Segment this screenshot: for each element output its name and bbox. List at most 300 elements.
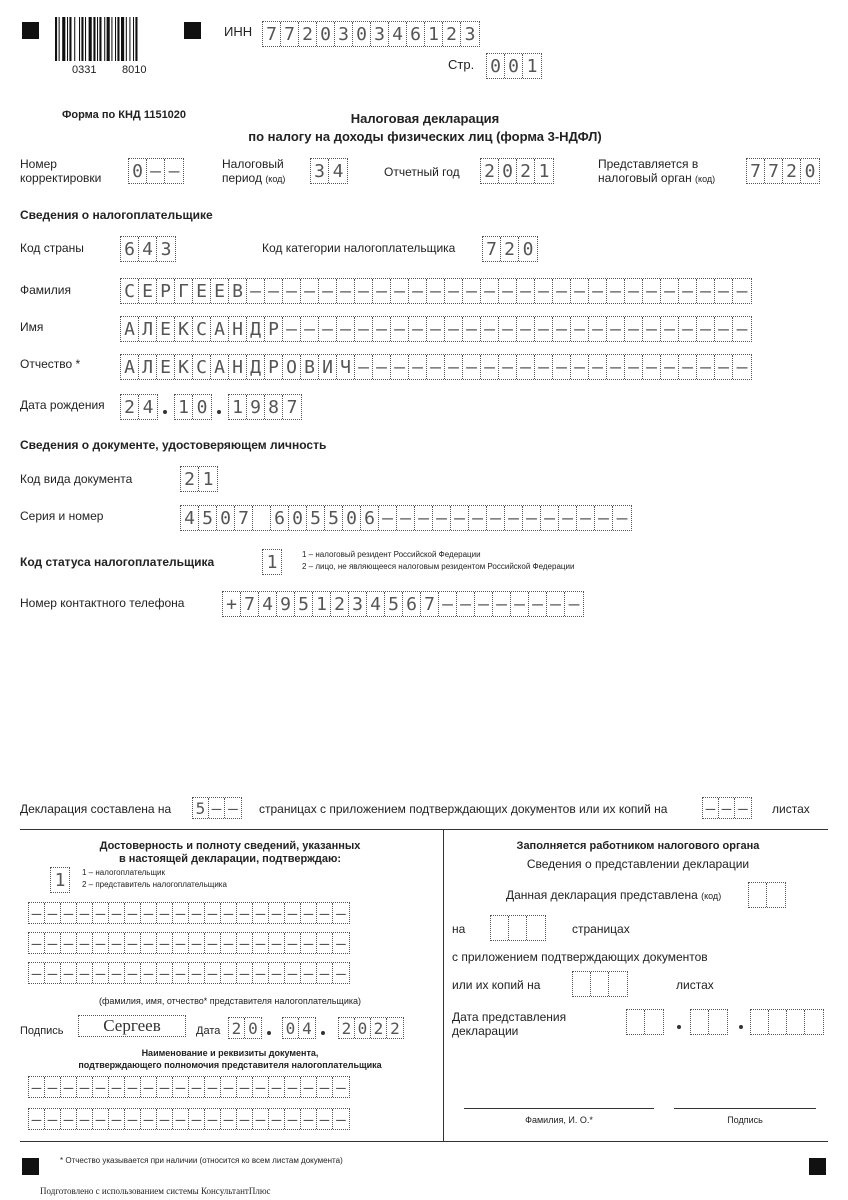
form-cell: –: [445, 317, 463, 341]
official-pages-label: страницах: [572, 922, 630, 936]
organ-label: Представляется в налоговый орган (код): [598, 157, 716, 185]
form-cell: С: [193, 355, 211, 379]
pages-count-cells[interactable]: [192, 797, 242, 819]
form-cell: –: [247, 279, 265, 303]
form-cell: –: [553, 317, 571, 341]
confirm-cells[interactable]: [50, 867, 70, 893]
form-cell: 2: [371, 1018, 387, 1038]
form-cell: –: [661, 317, 679, 341]
form-cell: 0: [353, 22, 371, 46]
representative-row-2[interactable]: [28, 932, 350, 954]
form-cell: 5: [385, 592, 403, 616]
form-cell: –: [205, 903, 221, 923]
barcode-bar: [89, 17, 92, 61]
form-cell: –: [697, 317, 715, 341]
form-cell: 2: [339, 1018, 355, 1038]
patronymic-cells[interactable]: [120, 354, 752, 380]
form-cell: –: [736, 280, 748, 302]
official-fio-line: [464, 1108, 654, 1109]
status-option1: 1 – налоговый резидент Российской Федерации: [302, 550, 481, 559]
form-cell: –: [189, 1077, 205, 1097]
title-line2: по налогу на доходы физических лиц (форма 3-НДФЛ): [248, 129, 602, 144]
form-cell: –: [301, 1109, 317, 1129]
form-cell: 6: [121, 237, 139, 261]
form-cell: 7: [241, 592, 259, 616]
form-cell: 0: [487, 54, 505, 78]
form-cell: –: [661, 279, 679, 303]
form-cell: О: [283, 355, 301, 379]
form-cell: –: [93, 1077, 109, 1097]
form-cell: 3: [335, 22, 353, 46]
form-cell: 0: [289, 506, 307, 530]
form-cell: –: [317, 1077, 333, 1097]
form-cell: 0: [505, 54, 523, 78]
form-cell: –: [553, 279, 571, 303]
form-cell: Р: [265, 317, 283, 341]
form-cell: Ч: [337, 355, 355, 379]
form-cell: Е: [157, 355, 175, 379]
form-cell: 4: [302, 1018, 312, 1038]
birth-month-cells[interactable]: [174, 394, 212, 420]
form-cell: +: [223, 592, 241, 616]
form-cell: –: [487, 506, 505, 530]
form-cell: 2: [181, 467, 199, 491]
form-cell: –: [703, 798, 719, 818]
document-number-cells[interactable]: [180, 505, 632, 531]
official-date-day[interactable]: [626, 1009, 664, 1035]
barcode-bar: [93, 17, 95, 61]
form-cell: –: [93, 963, 109, 983]
form-cell: –: [679, 317, 697, 341]
confirm-date-year[interactable]: [338, 1017, 404, 1039]
corner-mark-bottom-left: [22, 1158, 39, 1175]
document-type-cells[interactable]: [180, 466, 218, 492]
form-cell: –: [373, 355, 391, 379]
form-cell: –: [409, 317, 427, 341]
form-cell: –: [141, 1109, 157, 1129]
form-cell: –: [355, 317, 373, 341]
period-label: Налоговый период (код): [222, 157, 286, 185]
form-cell: –: [125, 963, 141, 983]
form-cell: –: [523, 506, 541, 530]
form-cell: [573, 972, 591, 996]
inn-label: ИНН: [224, 24, 253, 39]
form-cell: –: [547, 592, 565, 616]
form-cell: 3: [160, 238, 172, 260]
form-cell: [805, 1010, 823, 1034]
confirm-date-label: Дата: [196, 1025, 221, 1037]
form-cell: –: [109, 1109, 125, 1129]
form-cell: 8: [265, 395, 283, 419]
form-cell: –: [205, 1109, 221, 1129]
doc-row-2[interactable]: [28, 1108, 350, 1130]
official-title: Заполняется работником налогового органа: [516, 840, 760, 852]
representative-fio-caption: (фамилия, имя, отчество* представителя налогоплательщика): [98, 996, 362, 1006]
form-cell: –: [481, 317, 499, 341]
birth-year-cells[interactable]: [228, 394, 302, 420]
category-cells[interactable]: [482, 236, 538, 262]
form-cell: –: [61, 963, 77, 983]
form-cell: Р: [265, 355, 283, 379]
form-cell: –: [571, 317, 589, 341]
form-cell: –: [517, 355, 535, 379]
form-cell: –: [738, 798, 748, 818]
form-cell: 1: [526, 55, 538, 77]
form-cell: –: [285, 903, 301, 923]
form-cell: Н: [229, 317, 247, 341]
form-cell: –: [265, 279, 283, 303]
form-cell: –: [209, 798, 225, 818]
phone-cells[interactable]: [222, 591, 584, 617]
official-sign-caption: Подпись: [727, 1115, 763, 1125]
confirm-date-day[interactable]: [228, 1017, 262, 1039]
form-cell: –: [336, 933, 346, 953]
name-label: Имя: [20, 320, 44, 334]
doc-title-line2: подтверждающего полномочия представителя налогоплательщика: [78, 1060, 382, 1070]
form-cell: 0: [248, 1018, 258, 1038]
birth-day-cells[interactable]: [120, 394, 158, 420]
form-cell: 4: [259, 592, 277, 616]
barcode-bar: [129, 17, 130, 61]
form-cell: –: [568, 593, 580, 615]
form-cell: 0: [499, 159, 517, 183]
correction-label: Номер корректировки: [20, 157, 102, 185]
form-cell: –: [511, 592, 529, 616]
official-date-year[interactable]: [750, 1009, 824, 1035]
barcode-bar: [74, 17, 75, 61]
year-cells[interactable]: [480, 158, 554, 184]
confirm-date-month[interactable]: [282, 1017, 316, 1039]
official-subtitle: Сведения о представлении декларации: [526, 857, 750, 871]
status-cells[interactable]: [262, 549, 282, 575]
barcode-digits-right: 8010: [122, 64, 147, 76]
form-cell: –: [109, 963, 125, 983]
form-cell: 1: [538, 160, 550, 182]
form-cell: –: [499, 279, 517, 303]
official-pages-cells[interactable]: [490, 915, 546, 941]
form-cell: –: [61, 903, 77, 923]
form-cell: –: [643, 355, 661, 379]
form-cell: –: [301, 1077, 317, 1097]
form-cell: –: [317, 903, 333, 923]
form-cell: 0: [283, 1018, 299, 1038]
form-cell: Л: [139, 317, 157, 341]
form-cell: –: [285, 1109, 301, 1129]
bottom-frame-divider: [443, 829, 444, 1141]
organ-cells[interactable]: [746, 158, 820, 184]
corner-mark-top-center: [184, 22, 201, 39]
doc-row-1[interactable]: [28, 1076, 350, 1098]
confirm-title-line1: Достоверность и полноту сведений, указанных: [99, 840, 361, 852]
document-section-title: Сведения о документе, удостоверяющем личность: [20, 438, 327, 452]
form-cell: 6: [361, 506, 379, 530]
barcode-bar: [117, 17, 119, 61]
form-cell: –: [269, 1077, 285, 1097]
form-cell: –: [285, 963, 301, 983]
confirm-option2: 2 – представитель налогоплательщика: [82, 880, 227, 889]
form-cell: 4: [332, 160, 344, 182]
country-cells[interactable]: [120, 236, 176, 262]
bottom-frame-bottom-rule: [20, 1141, 828, 1142]
form-cell: –: [559, 506, 577, 530]
form-cell: –: [625, 317, 643, 341]
barcode-bar: [59, 17, 60, 61]
form-cell: Е: [211, 279, 229, 303]
form-cell: [591, 972, 609, 996]
form-cell: –: [553, 355, 571, 379]
form-cell: –: [445, 279, 463, 303]
form-cell: –: [285, 1077, 301, 1097]
form-cell: –: [109, 1077, 125, 1097]
phone-label: Номер контактного телефона: [20, 596, 185, 610]
form-cell: –: [616, 507, 628, 529]
form-cell: 6: [403, 592, 421, 616]
form-cell: –: [29, 1077, 45, 1097]
form-cell: 3: [349, 592, 367, 616]
official-date-label: Дата представления декларации: [452, 1010, 567, 1038]
form-cell: –: [336, 963, 346, 983]
form-code: Форма по КНД 1151020: [62, 109, 187, 121]
form-cell: –: [481, 355, 499, 379]
barcode-bar: [97, 17, 98, 61]
form-cell: А: [121, 355, 139, 379]
period-cells[interactable]: [310, 158, 348, 184]
barcode-bar: [67, 17, 68, 61]
form-cell: 2: [299, 22, 317, 46]
form-cell: –: [61, 1077, 77, 1097]
form-cell: –: [517, 317, 535, 341]
official-date-month[interactable]: [690, 1009, 728, 1035]
form-cell: –: [125, 1109, 141, 1129]
form-cell: 0: [804, 160, 816, 182]
form-cell: 0: [317, 22, 335, 46]
form-cell: –: [77, 1109, 93, 1129]
barcode-bar: [55, 17, 57, 61]
category-label: Код категории налогоплательщика: [262, 241, 456, 255]
form-cell: 7: [747, 159, 765, 183]
form-cell: [253, 506, 271, 530]
official-sheets-label: листах: [676, 978, 714, 992]
form-cell: –: [77, 963, 93, 983]
form-cell: 2: [390, 1018, 400, 1038]
form-cell: –: [301, 963, 317, 983]
form-cell: –: [173, 933, 189, 953]
form-cell: –: [77, 1077, 93, 1097]
form-cell: –: [157, 1077, 173, 1097]
country-label: Код страны: [20, 241, 84, 255]
pages-attached-cells[interactable]: [702, 797, 752, 819]
form-cell: –: [715, 279, 733, 303]
form-cell: –: [535, 317, 553, 341]
form-cell: –: [463, 355, 481, 379]
name-cells[interactable]: [120, 316, 752, 342]
form-cell: –: [445, 355, 463, 379]
form-cell: Г: [175, 279, 193, 303]
surname-label: Фамилия: [20, 283, 71, 297]
form-cell: –: [93, 933, 109, 953]
form-cell: –: [157, 903, 173, 923]
form-cell: –: [77, 903, 93, 923]
form-cell: –: [109, 933, 125, 953]
barcode-digits-left: 0331: [72, 64, 97, 76]
form-cell: –: [253, 963, 269, 983]
form-cell: [509, 916, 527, 940]
form-cell: А: [121, 317, 139, 341]
form-cell: 0: [355, 1018, 371, 1038]
form-cell: –: [168, 160, 180, 182]
form-cell: –: [337, 279, 355, 303]
form-cell: –: [355, 355, 373, 379]
surname-cells[interactable]: [120, 278, 752, 304]
form-cell: –: [736, 318, 748, 340]
form-cell: 7: [286, 396, 298, 418]
form-cell: –: [147, 159, 165, 183]
official-sign-line: [674, 1108, 816, 1109]
form-cell: –: [625, 279, 643, 303]
form-cell: –: [409, 279, 427, 303]
form-cell: –: [189, 933, 205, 953]
bottom-frame-top-rule: [20, 829, 828, 830]
form-cell: –: [221, 963, 237, 983]
form-cell: –: [679, 279, 697, 303]
form-cell: –: [283, 317, 301, 341]
form-cell: 4: [139, 237, 157, 261]
barcode-bar: [62, 17, 65, 61]
date-separator: [677, 1025, 681, 1029]
representative-row-1[interactable]: [28, 902, 350, 924]
pages-middle: страницах с приложением подтверждающих документов или их копий на: [259, 802, 668, 816]
form-cell: –: [29, 1109, 45, 1129]
form-cell: А: [211, 355, 229, 379]
form-cell: 1: [313, 592, 331, 616]
form-cell: –: [29, 963, 45, 983]
form-cell: –: [463, 279, 481, 303]
form-cell: –: [607, 279, 625, 303]
form-cell: С: [121, 279, 139, 303]
form-cell: –: [427, 355, 445, 379]
form-cell: –: [157, 963, 173, 983]
form-cell: –: [595, 506, 613, 530]
form-cell: –: [469, 506, 487, 530]
pages-suffix: листах: [772, 802, 810, 816]
form-cell: –: [719, 798, 735, 818]
inn-cells[interactable]: [262, 21, 480, 47]
pages-prefix: Декларация составлена на: [20, 802, 172, 816]
form-cell: 5: [295, 592, 313, 616]
form-cell: [767, 883, 785, 907]
form-cell: –: [541, 506, 559, 530]
submitted-cells[interactable]: [748, 882, 786, 908]
form-cell: –: [205, 963, 221, 983]
official-sheets-cells[interactable]: [572, 971, 628, 997]
page-cells[interactable]: [486, 53, 542, 79]
form-cell: [627, 1010, 645, 1034]
form-cell: –: [427, 279, 445, 303]
form-cell: –: [269, 933, 285, 953]
form-cell: –: [61, 933, 77, 953]
correction-cells[interactable]: [128, 158, 184, 184]
form-cell: –: [45, 903, 61, 923]
form-cell: –: [221, 903, 237, 923]
form-cell: –: [625, 355, 643, 379]
form-cell: –: [269, 1109, 285, 1129]
form-cell: –: [317, 1109, 333, 1129]
form-cell: –: [253, 903, 269, 923]
form-cell: –: [499, 317, 517, 341]
form-cell: 3: [371, 22, 389, 46]
taxpayer-section-title: Сведения о налогоплательщике: [20, 208, 213, 222]
form-cell: Н: [229, 355, 247, 379]
form-cell: –: [355, 279, 373, 303]
form-cell: –: [643, 317, 661, 341]
on-label: на: [452, 922, 466, 936]
form-cell: С: [193, 317, 211, 341]
date-separator: [739, 1025, 743, 1029]
form-cell: 5: [199, 506, 217, 530]
representative-row-3[interactable]: [28, 962, 350, 984]
corner-mark-top-left: [22, 22, 39, 39]
form-cell: –: [391, 355, 409, 379]
footnote: * Отчество указывается при наличии (относится ко всем листам документа): [60, 1156, 343, 1165]
form-cell: 5: [325, 506, 343, 530]
form-cell: 7: [281, 22, 299, 46]
form-cell: –: [589, 355, 607, 379]
barcode-bar: [126, 17, 127, 61]
form-cell: –: [715, 355, 733, 379]
form-cell: 2: [481, 159, 499, 183]
form-cell: –: [317, 963, 333, 983]
barcode-bar: [107, 17, 110, 61]
with-docs-label: с приложением подтверждающих документов: [452, 950, 708, 964]
birth-label: Дата рождения: [20, 398, 105, 412]
form-cell: –: [93, 903, 109, 923]
form-cell: 6: [407, 22, 425, 46]
form-cell: –: [189, 963, 205, 983]
form-cell: –: [319, 317, 337, 341]
date-separator: [321, 1031, 325, 1035]
form-cell: [769, 1010, 787, 1034]
signature-field[interactable]: Сергеев: [78, 1015, 186, 1037]
form-cell: –: [643, 279, 661, 303]
barcode-bar: [115, 17, 116, 61]
form-cell: –: [45, 1109, 61, 1129]
form-cell: –: [529, 592, 547, 616]
form-cell: 4: [142, 396, 154, 418]
form-cell: К: [175, 355, 193, 379]
form-cell: –: [157, 1109, 173, 1129]
form-cell: –: [141, 963, 157, 983]
form-cell: –: [237, 933, 253, 953]
barcode-bar: [104, 17, 105, 61]
form-cell: –: [493, 592, 511, 616]
barcode-bar: [121, 17, 124, 61]
form-cell: –: [61, 1109, 77, 1129]
form-cell: Д: [247, 355, 265, 379]
form-cell: –: [141, 933, 157, 953]
form-cell: –: [29, 933, 45, 953]
confirm-title-line2: в настоящей декларации, подтверждаю:: [118, 853, 342, 865]
form-cell: –: [221, 933, 237, 953]
form-cell: 0: [343, 506, 361, 530]
form-cell: –: [317, 933, 333, 953]
form-cell: –: [319, 279, 337, 303]
form-cell: –: [589, 317, 607, 341]
form-cell: –: [457, 592, 475, 616]
form-cell: –: [141, 1077, 157, 1097]
form-cell: –: [269, 963, 285, 983]
form-cell: –: [535, 355, 553, 379]
barcode-bar: [69, 17, 71, 61]
